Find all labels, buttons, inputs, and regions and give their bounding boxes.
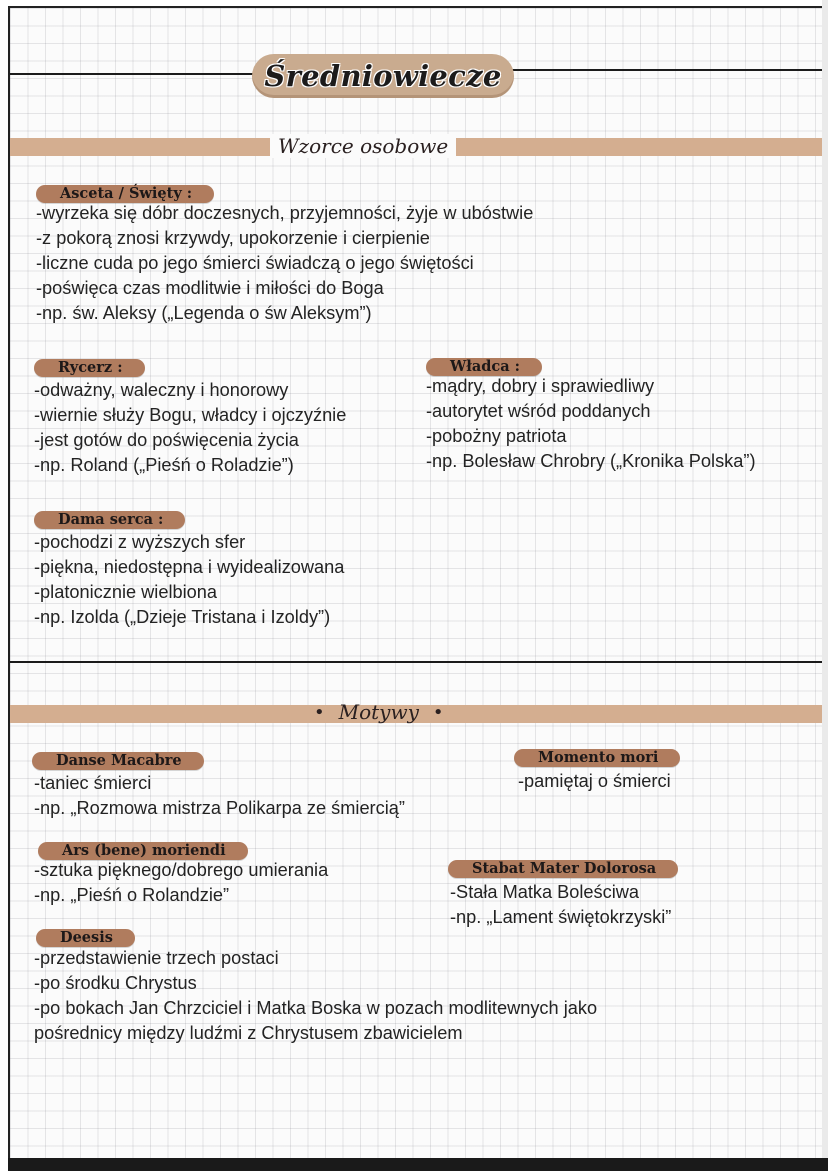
page-title — [252, 54, 514, 98]
text-line: -np. Bolesław Chrobry („Kronika Polska”) — [426, 451, 756, 471]
momento-text — [518, 769, 671, 794]
label-wladca: Władca : — [426, 358, 542, 376]
text-line: -mądry, dobry i sprawiedliwy — [426, 376, 655, 396]
text-line: -piękna, niedostępna i wyidealizowana — [34, 557, 345, 577]
text-line: -np. Izolda („Dzieje Tristana i Izoldy”) — [34, 607, 331, 627]
label-deesis: Deesis — [36, 929, 135, 947]
title-rule-left — [10, 73, 260, 75]
wladca-text — [426, 374, 756, 474]
text-line: -liczne cuda po jego śmierci świadczą o jego świętości — [36, 253, 474, 273]
text-line: -wiernie służy Bogu, władcy i ojczyźnie — [34, 405, 347, 425]
text-line: -np. „Pieśń o Rolandzie” — [34, 885, 230, 905]
text-line: -odważny, waleczny i honorowy — [34, 380, 289, 400]
text-line: -Stała Matka Boleściwa — [450, 882, 640, 902]
deesis-text — [34, 946, 597, 1046]
text-line: -sztuka pięknego/dobrego umierania — [34, 860, 329, 880]
title-rule-right — [508, 69, 822, 71]
stabat-text — [450, 880, 671, 930]
text-line: -poświęca czas modlitwie i miłości do Boga — [36, 278, 384, 298]
label-stabat-mater: Stabat Mater Dolorosa — [448, 860, 678, 878]
rycerz-text — [34, 378, 346, 478]
text-line: -z pokorą znosi krzywdy, upokorzenie i cierpienie — [36, 228, 430, 248]
text-line: -np. Roland („Pieśń o Roladzie”) — [34, 455, 294, 475]
danse-text — [34, 771, 405, 821]
page-edge — [822, 0, 828, 1171]
section-title-wzorce: Wzorce osobowe — [270, 134, 456, 158]
label-ars-moriendi: Ars (bene) moriendi — [38, 842, 248, 860]
text-line: -po środku Chrystus — [34, 973, 197, 993]
text-line: -jest gotów do poświęcenia życia — [34, 430, 299, 450]
bullet-icon: • — [314, 701, 325, 723]
section-band-motywy — [10, 700, 822, 724]
text-line: -po bokach Jan Chrzciciel i Matka Boska w pozach modlitewnych jako — [34, 998, 598, 1018]
bullet-icon: • — [432, 701, 444, 723]
asceta-text — [36, 201, 533, 326]
page-title-text: Średniowiecze — [264, 59, 502, 93]
text-line: -pamiętaj o śmierci — [518, 771, 671, 791]
label-danse-macabre: Danse Macabre — [32, 752, 204, 770]
text-line: -autorytet wśród poddanych — [426, 401, 651, 421]
label-asceta: Asceta / Święty : — [36, 185, 214, 203]
text-line: -wyrzeka się dóbr doczesnych, przyjemności, żyje w ubóstwie — [36, 203, 534, 223]
section-band-wzorce — [10, 134, 822, 158]
text-line: -np. „Lament świętokrzyski” — [450, 907, 672, 927]
text-line: -np. św. Aleksy („Legenda o św Aleksym”) — [36, 303, 372, 323]
text-line: -pobożny patriota — [426, 426, 567, 446]
ars-text — [34, 858, 328, 908]
dama-text — [34, 530, 344, 630]
label-rycerz: Rycerz : — [34, 359, 145, 377]
text-line: -przedstawienie trzech postaci — [34, 948, 279, 968]
page-bottom-edge — [8, 1158, 828, 1171]
text-line: -np. „Rozmowa mistrza Polikarpa ze śmiercią” — [34, 798, 405, 818]
section-divider — [10, 661, 822, 663]
text-line: -platonicznie wielbiona — [34, 582, 217, 602]
text-line: -taniec śmierci — [34, 773, 152, 793]
section-title-motywy: • Motywy • — [314, 700, 444, 724]
text-line: pośrednicy między ludźmi z Chrystusem zbawicielem — [34, 1023, 463, 1043]
label-momento-mori: Momento mori — [514, 749, 680, 767]
label-dama-serca: Dama serca : — [34, 511, 185, 529]
text-line: -pochodzi z wyższych sfer — [34, 532, 246, 552]
